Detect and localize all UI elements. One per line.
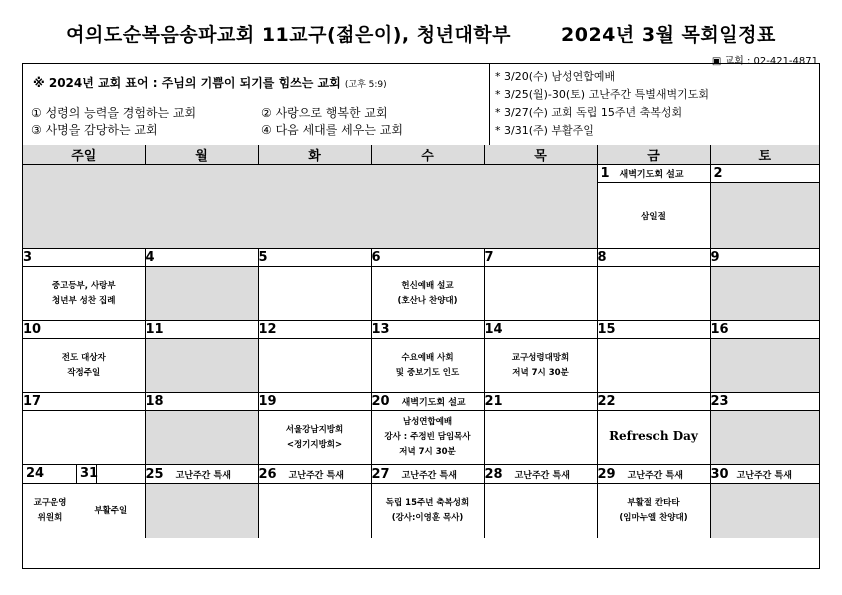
- day-number: 22: [597, 393, 710, 411]
- day-content-5: [258, 267, 371, 321]
- contact-phone: ▣ 교회 : 02-421-4871: [711, 56, 818, 67]
- page-title: [0, 20, 842, 47]
- day-content-29: [597, 484, 710, 539]
- event-line: 작정주일: [67, 367, 101, 378]
- holiday-label: 삼일절: [641, 211, 666, 222]
- day-cell-20: [371, 393, 484, 411]
- week-4-content-row: [23, 411, 819, 465]
- day-number: 9: [710, 249, 819, 267]
- weekday-header-row: [23, 145, 819, 165]
- event-item: * 3/20(수) 남성연합예배: [495, 70, 616, 83]
- day-content-8: [597, 267, 710, 321]
- day-number: 16: [710, 321, 819, 339]
- day-content-11: [145, 339, 258, 393]
- day-content-30: [710, 484, 819, 539]
- info-panel: [23, 64, 819, 146]
- events-list: [495, 68, 709, 140]
- day-content-24-31: [23, 484, 145, 539]
- day-number: 25: [145, 466, 164, 482]
- day-cell-30: [710, 465, 819, 484]
- week-3-number-row: [23, 321, 819, 339]
- day-content-23: [710, 411, 819, 465]
- day-note: 고난주간 특새: [175, 470, 231, 481]
- event-line: 전도 대상자: [61, 352, 106, 363]
- day-number: 20: [371, 394, 390, 409]
- day-content-7: [484, 267, 597, 321]
- week-1-row: [23, 165, 819, 183]
- event-line: 중고등부, 사랑부: [51, 280, 116, 291]
- day-number: 26: [258, 466, 277, 482]
- day-cell-24-31: [23, 465, 145, 484]
- day-content-3: [23, 267, 145, 321]
- day-number: 13: [371, 321, 484, 339]
- header-monday: 월: [145, 145, 258, 165]
- day-content-2: [710, 183, 819, 249]
- day-number: 8: [597, 249, 710, 267]
- event-line: (임마누엘 찬양대): [619, 513, 688, 523]
- event-line: 위원회: [37, 513, 63, 523]
- event-line: 저녁 7시 30분: [512, 367, 569, 378]
- event-line: Refresch Day: [609, 429, 698, 443]
- day-number: 5: [258, 249, 371, 267]
- week-3-content-row: [23, 339, 819, 393]
- day-number: 29: [597, 466, 616, 482]
- day-content-22: [597, 411, 710, 465]
- day-content-26: [258, 484, 371, 539]
- event-line: 헌신예배 설교: [401, 280, 454, 291]
- day-number: 17: [23, 393, 145, 411]
- event-line: 교구운영: [33, 498, 67, 508]
- day-number: 27: [371, 466, 390, 482]
- day-content-14: [484, 339, 597, 393]
- day-number: 10: [23, 321, 145, 339]
- day-content-12: [258, 339, 371, 393]
- day-number: 23: [710, 393, 819, 411]
- event-line: (호산나 찬양대): [397, 295, 458, 306]
- event-line: 서울강남지방회: [285, 424, 344, 435]
- day-content-24: [23, 496, 77, 526]
- day-cell-29: [597, 465, 710, 484]
- header-wednesday: 수: [371, 145, 484, 165]
- event-item: * 3/27(수) 교회 독립 15주년 축복성회: [495, 106, 683, 119]
- motto-text: ※ 2024년 교회 표어 : 주님의 기쁨이 되기를 힘쓰는 교회: [33, 76, 341, 90]
- day-note: 새벽기도회 설교: [619, 170, 684, 181]
- day-note: 고난주간 특새: [514, 470, 570, 481]
- event-item: * 3/31(주) 부활주일: [495, 124, 594, 137]
- day-number: 19: [258, 393, 371, 411]
- day-content-17: [23, 411, 145, 465]
- day-content-28: [484, 484, 597, 539]
- day-content-13: [371, 339, 484, 393]
- day-number: 15: [597, 321, 710, 339]
- title-date: 2024년 3월 목회일정표: [561, 24, 776, 46]
- calendar-table: [23, 145, 819, 538]
- day-number: 2: [713, 166, 723, 182]
- day-note: 고난주간 특새: [288, 470, 344, 481]
- day-number: 31: [77, 465, 97, 483]
- day-content-9: [710, 267, 819, 321]
- event-line: 남성연합예배: [402, 417, 453, 427]
- event-line: 부활주일: [94, 505, 128, 516]
- goal-2: ② 사랑으로 행복한 교회: [261, 106, 388, 120]
- day-content-20: [371, 411, 484, 465]
- week-2-number-row: [23, 249, 819, 267]
- day-content-16: [710, 339, 819, 393]
- goal-3: ③ 사명을 감당하는 교회: [31, 123, 158, 137]
- day-content-31: [77, 504, 145, 519]
- day-number: 30: [710, 466, 729, 482]
- day-content-27: [371, 484, 484, 539]
- event-line: 강사 : 주정빈 담임목사: [384, 432, 471, 442]
- day-number: 1: [600, 166, 610, 182]
- day-content-21: [484, 411, 597, 465]
- header-thursday: 목: [484, 145, 597, 165]
- day-number: 11: [145, 321, 258, 339]
- day-cell-25: [145, 465, 258, 484]
- day-note: 고난주간 특새: [627, 470, 683, 481]
- day-content-25: [145, 484, 258, 539]
- event-line: 독립 15주년 축복성회: [385, 498, 470, 508]
- header-saturday: 토: [710, 145, 819, 165]
- header-sunday: 주일: [23, 145, 145, 165]
- week-2-content-row: [23, 267, 819, 321]
- day-content-4: [145, 267, 258, 321]
- church-motto: [33, 74, 387, 91]
- day-number: 14: [484, 321, 597, 339]
- schedule-frame: [22, 63, 820, 569]
- header-friday: 금: [597, 145, 710, 165]
- title-main: 여의도순복음송파교회 11교구(젊은이), 청년대학부: [66, 24, 512, 46]
- empty-days-block: [23, 165, 597, 249]
- event-line: 청년부 성찬 집례: [52, 295, 116, 306]
- day-number: 4: [145, 249, 258, 267]
- day-number: 21: [484, 393, 597, 411]
- day-content-18: [145, 411, 258, 465]
- header-tuesday: 화: [258, 145, 371, 165]
- event-line: (강사:이영훈 목사): [391, 513, 464, 523]
- day-content-1: [597, 183, 710, 249]
- day-number: 7: [484, 249, 597, 267]
- day-number: 3: [23, 249, 145, 267]
- day-number: 18: [145, 393, 258, 411]
- event-line: 부활절 칸타타: [627, 498, 680, 508]
- goal-1: ① 성령의 능력을 경험하는 교회: [31, 106, 197, 120]
- goal-4: ④ 다음 세대를 세우는 교회: [261, 123, 403, 137]
- event-line: 저녁 7시 30분: [399, 447, 456, 457]
- day-note: 고난주간 특새: [736, 470, 792, 481]
- day-content-10: [23, 339, 145, 393]
- day-cell-28: [484, 465, 597, 484]
- day-cell-2: [710, 165, 819, 183]
- motto-reference: (고후 5:9): [344, 80, 387, 90]
- day-content-6: [371, 267, 484, 321]
- day-cell-27: [371, 465, 484, 484]
- day-cell-26: [258, 465, 371, 484]
- event-item: * 3/25(월)-30(토) 고난주간 특별새벽기도회: [495, 88, 709, 101]
- week-5-number-row: [23, 465, 819, 484]
- day-note: 고난주간 특새: [401, 470, 457, 481]
- day-content-19: [258, 411, 371, 465]
- day-cell-1: [597, 165, 710, 183]
- day-number: 24: [23, 465, 77, 483]
- week-5-content-row: [23, 484, 819, 539]
- event-line: <정기지방회>: [286, 439, 343, 450]
- week-4-number-row: [23, 393, 819, 411]
- event-line: 교구성령대망회: [511, 352, 570, 363]
- day-number: 28: [484, 466, 503, 482]
- event-line: 수요예배 사회: [401, 352, 454, 363]
- event-line: 및 중보기도 인도: [395, 367, 460, 378]
- day-number: 12: [258, 321, 371, 339]
- day-note: 새벽기도회 설교: [401, 398, 466, 408]
- motto-panel: [23, 64, 490, 145]
- day-content-15: [597, 339, 710, 393]
- day-number: 6: [371, 249, 484, 267]
